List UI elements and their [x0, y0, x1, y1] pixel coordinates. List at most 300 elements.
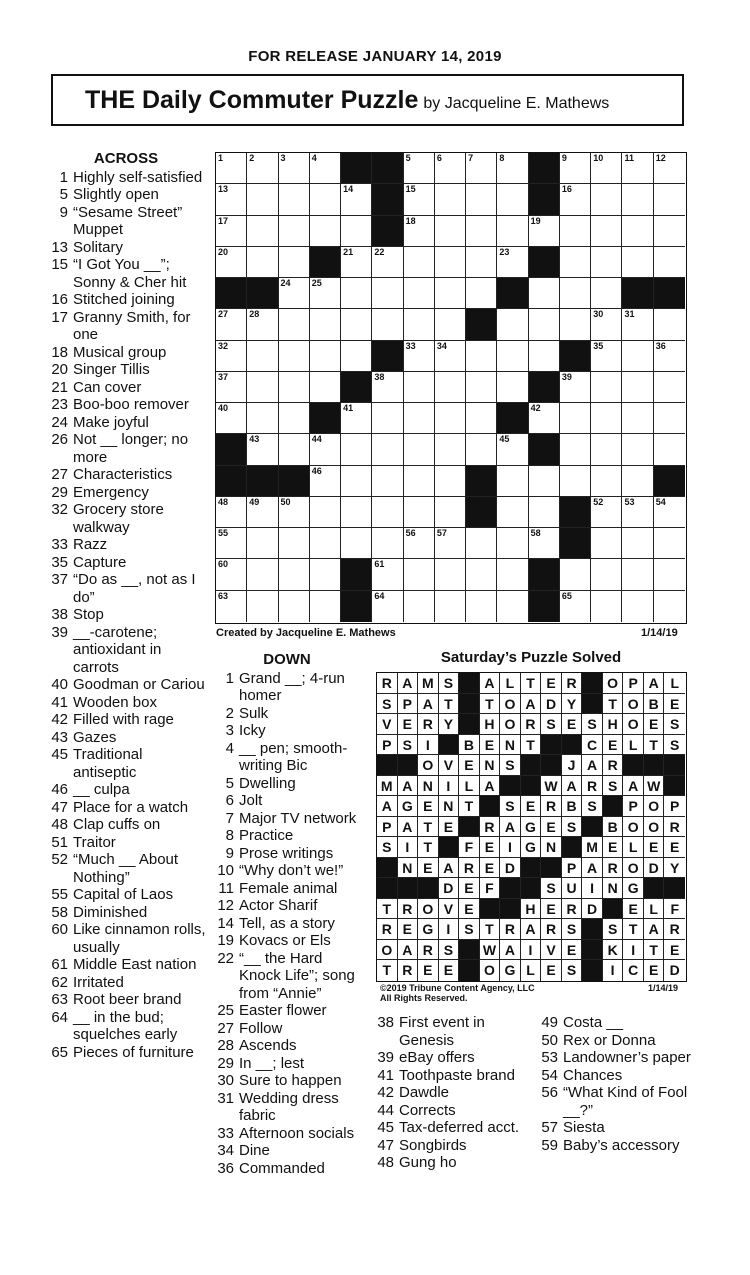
grid-cell[interactable] — [560, 184, 591, 215]
grid-cell[interactable] — [310, 528, 341, 559]
grid-cell[interactable] — [279, 591, 310, 622]
clue-item — [206, 845, 368, 863]
clue-item — [536, 1119, 696, 1137]
grid-cell[interactable] — [216, 528, 247, 559]
clue-text: Commanded — [239, 1159, 325, 1177]
grid-cell[interactable] — [216, 341, 247, 372]
solution-black-square — [644, 878, 665, 899]
grid-cell[interactable] — [497, 184, 528, 215]
grid-cell[interactable] — [591, 278, 622, 309]
solution-letter: R — [418, 940, 439, 961]
grid-cell[interactable] — [466, 184, 497, 215]
clue-number: 62 — [51, 973, 68, 991]
grid-cell[interactable] — [279, 528, 310, 559]
grid-cell[interactable] — [435, 559, 466, 590]
solution-letter: A — [398, 817, 419, 838]
black-square — [372, 184, 403, 215]
grid-cell[interactable] — [247, 434, 278, 465]
solution-black-square — [480, 796, 501, 817]
grid-cell[interactable] — [372, 372, 403, 403]
grid-cell[interactable] — [279, 278, 310, 309]
grid-cell[interactable] — [372, 434, 403, 465]
grid-cell[interactable] — [279, 403, 310, 434]
grid-cell[interactable] — [341, 434, 372, 465]
clue-text: Tell, as a story — [239, 914, 335, 932]
solution-letter: R — [480, 817, 501, 838]
clue-text: Middle East nation — [73, 956, 197, 973]
grid-cell[interactable] — [372, 591, 403, 622]
grid-cell[interactable] — [591, 466, 622, 497]
grid-cell[interactable] — [529, 216, 560, 247]
clue-item — [536, 1014, 696, 1032]
solution-letter: T — [644, 735, 665, 756]
grid-cell[interactable] — [497, 528, 528, 559]
grid-cell[interactable] — [404, 184, 435, 215]
grid-cell[interactable] — [435, 309, 466, 340]
clue-number: 34 — [217, 1142, 234, 1159]
grid-cell[interactable] — [466, 591, 497, 622]
grid-cell[interactable] — [622, 247, 653, 278]
grid-cell[interactable] — [654, 591, 685, 622]
grid-cell[interactable] — [622, 497, 653, 528]
grid-cell[interactable] — [654, 434, 685, 465]
grid-cell[interactable] — [466, 278, 497, 309]
grid-cell[interactable] — [404, 309, 435, 340]
grid-cell[interactable] — [497, 591, 528, 622]
grid-cell[interactable] — [560, 434, 591, 465]
grid-cell[interactable] — [654, 184, 685, 215]
grid-cell[interactable] — [622, 528, 653, 559]
grid-cell[interactable] — [341, 216, 372, 247]
solution-letter: O — [418, 899, 439, 920]
solution-letter: B — [459, 735, 480, 756]
grid-cell[interactable] — [341, 497, 372, 528]
grid-cell[interactable] — [372, 247, 403, 278]
clue-item — [46, 186, 206, 204]
clue-number: 7 — [225, 809, 234, 827]
grid-cell[interactable] — [341, 309, 372, 340]
clue-text: Wooden box — [73, 693, 157, 711]
clue-text: Icky — [239, 722, 266, 739]
grid-cell[interactable] — [622, 309, 653, 340]
grid-cell[interactable] — [654, 341, 685, 372]
clue-number: 28 — [217, 1037, 234, 1054]
clue-item — [46, 239, 206, 257]
solution-letter: T — [418, 817, 439, 838]
grid-cell[interactable] — [216, 372, 247, 403]
grid-cell[interactable] — [404, 559, 435, 590]
clue-text: Afternoon socials — [239, 1124, 355, 1142]
solution-letter: E — [623, 899, 644, 920]
grid-cell[interactable] — [310, 591, 341, 622]
grid-cell[interactable] — [216, 184, 247, 215]
clue-number: 64 — [51, 1008, 68, 1026]
clue-number: 29 — [51, 483, 68, 501]
grid-cell[interactable] — [435, 372, 466, 403]
grid-cell[interactable] — [497, 434, 528, 465]
grid-cell[interactable] — [435, 278, 466, 309]
grid-cell[interactable] — [310, 559, 341, 590]
clue-text: “Do as __, not as I do” — [73, 571, 196, 606]
solution-letter: D — [669, 962, 680, 979]
grid-cell[interactable] — [497, 466, 528, 497]
clue-text: Clap cuffs on — [73, 816, 161, 833]
grid-cell[interactable] — [247, 372, 278, 403]
clue-text: Dawdle — [399, 1084, 450, 1101]
grid-cell[interactable] — [466, 559, 497, 590]
grid-cell[interactable] — [622, 466, 653, 497]
grid-cell[interactable] — [247, 309, 278, 340]
grid-cell[interactable] — [560, 309, 591, 340]
grid-cell[interactable] — [466, 372, 497, 403]
grid-cell[interactable] — [341, 184, 372, 215]
grid-cell[interactable] — [622, 591, 653, 622]
black-square — [529, 153, 560, 184]
grid-cell[interactable] — [435, 216, 466, 247]
clue-text: Razz — [73, 536, 108, 553]
grid-cell[interactable] — [216, 497, 247, 528]
grid-cell[interactable] — [310, 434, 341, 465]
grid-cell[interactable] — [372, 497, 403, 528]
clue-item — [46, 676, 206, 694]
grid-cell[interactable] — [310, 216, 341, 247]
clue-number: 1 — [225, 669, 234, 687]
grid-cell[interactable] — [341, 403, 372, 434]
grid-cell[interactable] — [247, 341, 278, 372]
grid-cell[interactable] — [404, 341, 435, 372]
grid-cell[interactable] — [279, 559, 310, 590]
solution-letter: R — [500, 919, 521, 940]
grid-cell[interactable] — [560, 278, 591, 309]
grid-cell[interactable] — [404, 434, 435, 465]
grid-cell[interactable] — [341, 278, 372, 309]
solution-black-square — [664, 878, 685, 899]
solution-letter: R — [541, 919, 562, 940]
grid-cell[interactable] — [404, 372, 435, 403]
grid-cell[interactable] — [497, 247, 528, 278]
grid-cell[interactable] — [247, 184, 278, 215]
grid-cell[interactable] — [654, 153, 685, 184]
grid-cell[interactable] — [466, 434, 497, 465]
grid-cell[interactable] — [247, 403, 278, 434]
cell-number: 46 — [311, 465, 322, 476]
grid-cell[interactable] — [435, 153, 466, 184]
solution-letter: H — [603, 714, 624, 735]
grid-cell[interactable] — [591, 591, 622, 622]
grid-cell[interactable] — [435, 528, 466, 559]
cell-number: 14 — [343, 184, 354, 195]
clue-text: Toothpaste brand — [399, 1066, 515, 1084]
clue-item — [46, 851, 206, 886]
grid-cell[interactable] — [654, 216, 685, 247]
grid-cell[interactable] — [404, 153, 435, 184]
clue-text: Granny Smith, for one — [73, 308, 191, 343]
grid-cell[interactable] — [560, 466, 591, 497]
solution-letter: E — [480, 858, 501, 879]
grid-cell[interactable] — [622, 216, 653, 247]
grid-cell[interactable] — [216, 153, 247, 184]
clue-number: 4 — [225, 739, 234, 757]
clue-text: “__ the Hard Knock Life”; song from “Annie” — [239, 949, 355, 1002]
grid-cell[interactable] — [591, 309, 622, 340]
solution-letter: I — [398, 837, 419, 858]
grid-cell[interactable] — [247, 153, 278, 184]
grid-cell[interactable] — [654, 559, 685, 590]
cell-number: 38 — [374, 371, 385, 382]
grid-cell[interactable] — [404, 403, 435, 434]
grid-cell[interactable] — [654, 403, 685, 434]
grid-cell[interactable] — [591, 372, 622, 403]
clue-text: Make joyful — [73, 413, 149, 431]
grid-cell[interactable] — [466, 528, 497, 559]
grid-cell[interactable] — [466, 341, 497, 372]
clue-number: 54 — [541, 1066, 558, 1084]
grid-cell[interactable] — [654, 247, 685, 278]
solution-black-square — [562, 735, 583, 756]
solution-letter: L — [500, 673, 521, 694]
grid-cell[interactable] — [591, 497, 622, 528]
grid-cell[interactable] — [310, 341, 341, 372]
clue-item — [46, 799, 206, 817]
grid-cell[interactable] — [560, 559, 591, 590]
clue-item — [372, 1049, 532, 1067]
grid-cell[interactable] — [435, 184, 466, 215]
grid-cell[interactable] — [622, 403, 653, 434]
grid-cell[interactable] — [310, 309, 341, 340]
clue-text: Highly self-satisfied — [73, 168, 203, 186]
solution-letter: E — [541, 673, 562, 694]
solution-letter: E — [644, 960, 665, 981]
grid-cell[interactable] — [341, 341, 372, 372]
clue-text: Grand __; 4-run homer — [239, 669, 345, 704]
grid-cell[interactable] — [216, 216, 247, 247]
clue-number: 33 — [217, 1124, 234, 1142]
grid-cell[interactable] — [216, 559, 247, 590]
grid-cell[interactable] — [247, 247, 278, 278]
grid-cell[interactable] — [279, 153, 310, 184]
grid-cell[interactable] — [279, 497, 310, 528]
cell-number: 17 — [218, 215, 229, 226]
clue-item — [46, 536, 206, 554]
grid-cell[interactable] — [435, 403, 466, 434]
grid-cell[interactable] — [279, 341, 310, 372]
grid-cell[interactable] — [404, 247, 435, 278]
grid-cell[interactable] — [560, 591, 591, 622]
grid-cell[interactable] — [466, 403, 497, 434]
grid-cell[interactable] — [310, 184, 341, 215]
clue-text: Prose writings — [239, 844, 334, 862]
solution-letter: E — [541, 899, 562, 920]
grid-cell[interactable] — [404, 591, 435, 622]
grid-cell[interactable] — [372, 403, 403, 434]
grid-cell[interactable] — [435, 341, 466, 372]
grid-cell[interactable] — [529, 309, 560, 340]
clue-text: Stitched joining — [73, 291, 175, 308]
grid-cell[interactable] — [466, 153, 497, 184]
grid-cell[interactable] — [247, 528, 278, 559]
clue-text: Not __ longer; no more — [73, 431, 189, 466]
grid-cell[interactable] — [591, 184, 622, 215]
grid-cell[interactable] — [372, 466, 403, 497]
grid-cell[interactable] — [497, 372, 528, 403]
grid-cell[interactable] — [341, 247, 372, 278]
grid-cell[interactable] — [435, 497, 466, 528]
grid-cell[interactable] — [372, 559, 403, 590]
grid-cell[interactable] — [654, 528, 685, 559]
grid-cell[interactable] — [529, 403, 560, 434]
grid-cell[interactable] — [310, 466, 341, 497]
grid-cell[interactable] — [529, 341, 560, 372]
grid-cell[interactable] — [497, 559, 528, 590]
grid-cell[interactable] — [310, 372, 341, 403]
grid-cell[interactable] — [622, 559, 653, 590]
black-square — [216, 466, 247, 497]
grid-cell[interactable] — [247, 216, 278, 247]
solution-title: Saturday’s Puzzle Solved — [440, 649, 622, 666]
cell-number: 39 — [561, 371, 572, 382]
grid-cell[interactable] — [529, 466, 560, 497]
solution-letter: E — [418, 858, 439, 879]
grid-cell[interactable] — [435, 247, 466, 278]
solution-grid — [376, 672, 687, 982]
solution-letter: S — [562, 960, 583, 981]
solution-letter: A — [623, 776, 644, 797]
crossword-grid[interactable] — [215, 152, 687, 624]
grid-cell[interactable] — [404, 497, 435, 528]
grid-cell[interactable] — [560, 372, 591, 403]
grid-cell[interactable] — [591, 216, 622, 247]
cell-number: 20 — [218, 246, 229, 257]
grid-cell[interactable] — [622, 153, 653, 184]
grid-cell[interactable] — [279, 216, 310, 247]
clue-item — [46, 379, 206, 397]
solution-letter: P — [377, 735, 398, 756]
grid-cell[interactable] — [591, 153, 622, 184]
grid-cell[interactable] — [560, 216, 591, 247]
grid-cell[interactable] — [372, 278, 403, 309]
grid-cell[interactable] — [372, 309, 403, 340]
grid-cell[interactable] — [435, 434, 466, 465]
grid-cell[interactable] — [404, 216, 435, 247]
clue-text: Solitary — [73, 238, 124, 256]
grid-cell[interactable] — [247, 591, 278, 622]
grid-cell[interactable] — [279, 184, 310, 215]
cell-number: 30 — [593, 309, 604, 320]
clue-number: 51 — [51, 833, 68, 851]
grid-cell[interactable] — [216, 309, 247, 340]
grid-cell[interactable] — [216, 591, 247, 622]
grid-cell[interactable] — [279, 434, 310, 465]
grid-cell[interactable] — [247, 559, 278, 590]
grid-cell[interactable] — [591, 434, 622, 465]
grid-cell[interactable] — [310, 153, 341, 184]
solution-black-square — [480, 899, 501, 920]
grid-cell[interactable] — [247, 497, 278, 528]
grid-cell[interactable] — [279, 372, 310, 403]
clue-number: 11 — [218, 879, 234, 897]
grid-cell[interactable] — [529, 278, 560, 309]
grid-cell[interactable] — [497, 309, 528, 340]
grid-cell[interactable] — [404, 278, 435, 309]
grid-cell[interactable] — [310, 278, 341, 309]
clue-text: Capture — [73, 553, 127, 571]
grid-cell[interactable] — [591, 528, 622, 559]
grid-cell[interactable] — [560, 153, 591, 184]
black-square — [216, 278, 247, 309]
black-square — [497, 403, 528, 434]
solution-letter: E — [398, 919, 419, 940]
grid-cell[interactable] — [435, 591, 466, 622]
grid-cell[interactable] — [622, 434, 653, 465]
clue-number: 50 — [541, 1031, 558, 1049]
grid-cell[interactable] — [497, 497, 528, 528]
grid-cell[interactable] — [466, 247, 497, 278]
solution-black-square — [541, 755, 562, 776]
clue-item — [206, 1072, 368, 1090]
solution-black-square — [521, 878, 542, 899]
grid-cell[interactable] — [654, 372, 685, 403]
grid-cell[interactable] — [216, 247, 247, 278]
grid-cell[interactable] — [654, 309, 685, 340]
clue-text: __-carotene; antioxidant in carrots — [73, 623, 162, 676]
black-square — [341, 559, 372, 590]
grid-cell[interactable] — [404, 528, 435, 559]
solution-letter: N — [541, 837, 562, 858]
grid-cell[interactable] — [279, 247, 310, 278]
solution-letter: S — [603, 776, 624, 797]
black-square — [529, 372, 560, 403]
solution-letter: W — [644, 776, 665, 797]
solution-letter: N — [500, 735, 521, 756]
grid-cell[interactable] — [497, 153, 528, 184]
grid-cell[interactable] — [591, 559, 622, 590]
grid-cell[interactable] — [560, 247, 591, 278]
grid-cell[interactable] — [341, 466, 372, 497]
grid-cell[interactable] — [341, 528, 372, 559]
clue-text: “Why don’t we!” — [239, 862, 344, 879]
grid-cell[interactable] — [591, 247, 622, 278]
grid-cell[interactable] — [529, 528, 560, 559]
black-square — [247, 466, 278, 497]
grid-cell[interactable] — [654, 497, 685, 528]
solution-letter: S — [500, 796, 521, 817]
grid-cell[interactable] — [216, 403, 247, 434]
grid-cell[interactable] — [591, 403, 622, 434]
puzzle-date: 1/14/19 — [641, 627, 678, 639]
grid-cell[interactable] — [497, 341, 528, 372]
grid-cell[interactable] — [622, 341, 653, 372]
grid-cell[interactable] — [497, 216, 528, 247]
clue-number: 9 — [59, 203, 68, 221]
grid-cell[interactable] — [529, 497, 560, 528]
down-heading: DOWN — [263, 651, 311, 668]
grid-cell[interactable] — [560, 403, 591, 434]
grid-cell[interactable] — [372, 528, 403, 559]
solution-letter: E — [418, 960, 439, 981]
clue-text: Jolt — [239, 792, 263, 809]
clue-item — [46, 256, 206, 291]
grid-cell[interactable] — [310, 497, 341, 528]
solution-letter: G — [398, 796, 419, 817]
grid-cell[interactable] — [591, 341, 622, 372]
grid-cell[interactable] — [279, 309, 310, 340]
grid-cell[interactable] — [466, 216, 497, 247]
grid-cell[interactable] — [435, 466, 466, 497]
solution-letter: S — [439, 673, 460, 694]
grid-cell[interactable] — [404, 466, 435, 497]
grid-cell[interactable] — [622, 184, 653, 215]
grid-cell[interactable] — [622, 372, 653, 403]
